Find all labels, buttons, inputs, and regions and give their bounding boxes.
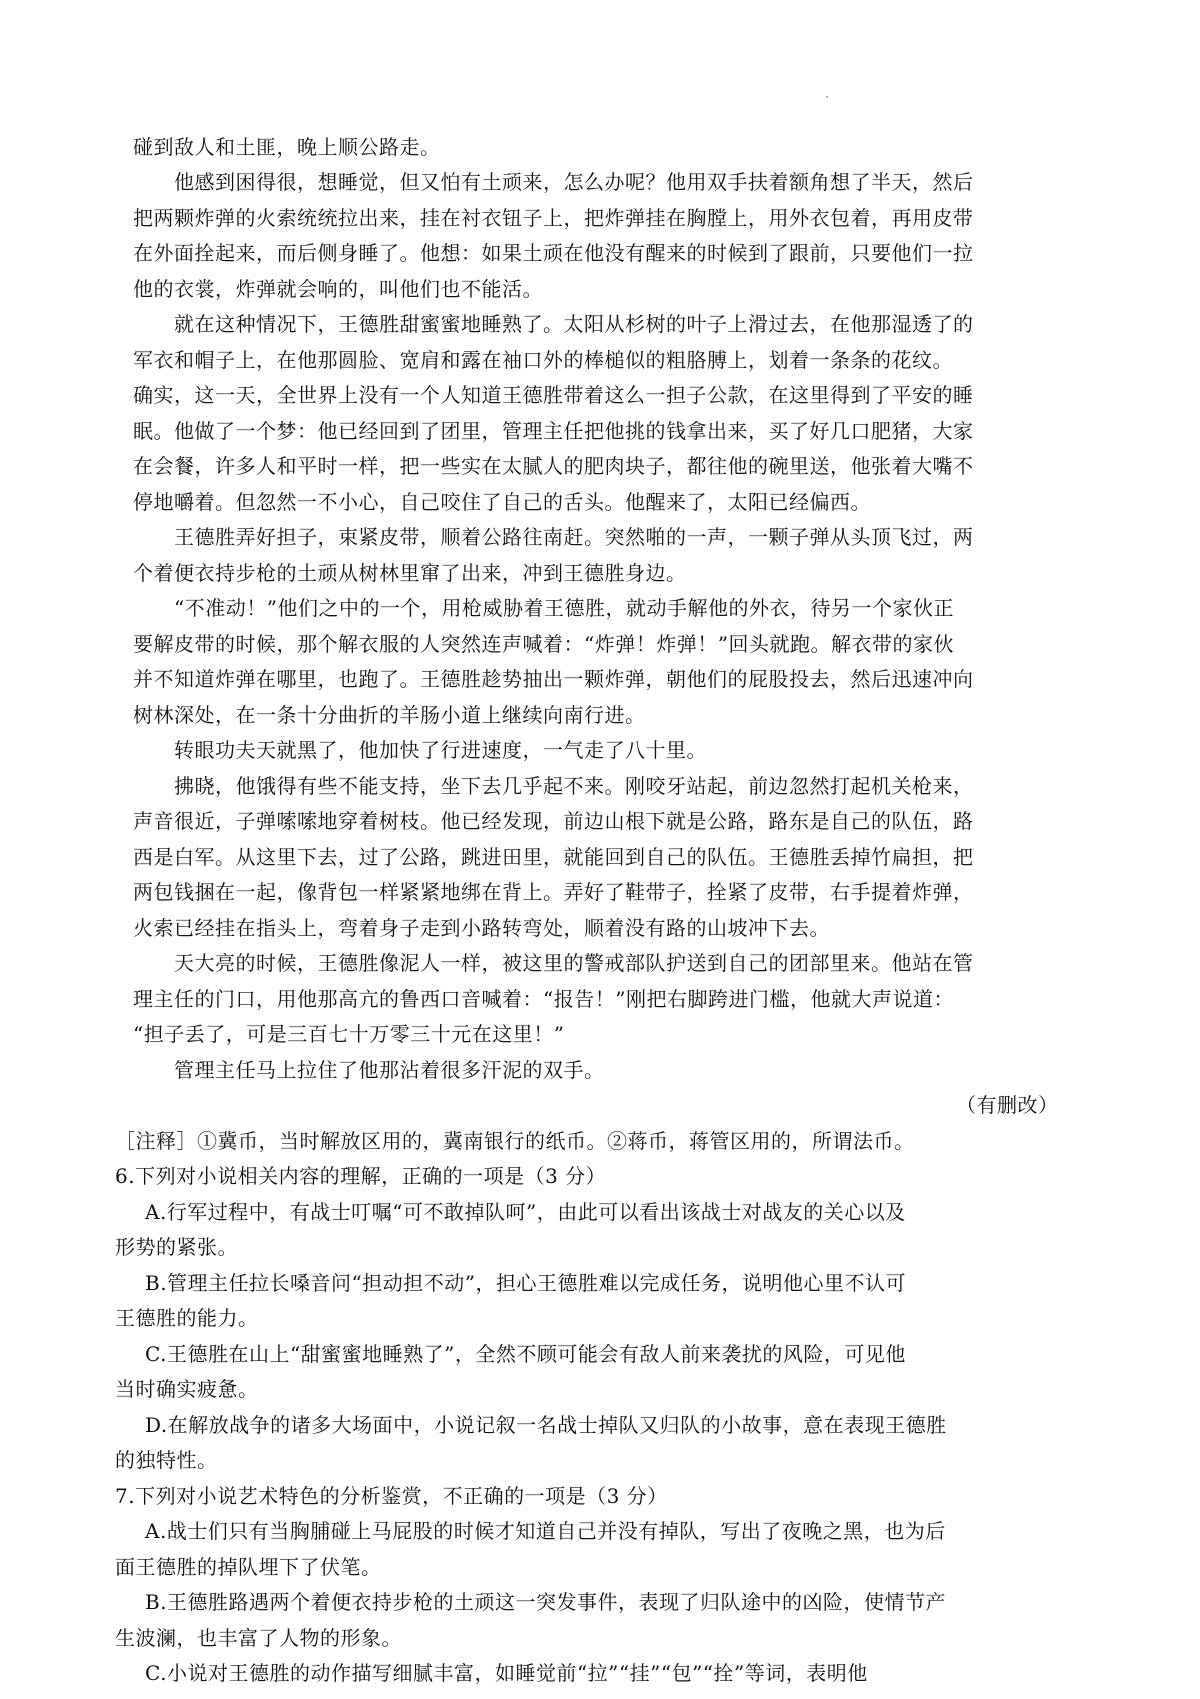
- annotation-note: ［注释］①冀币，当时解放区用的，冀南银行的纸币。②蒋币，蒋管区用的，所谓法币。: [115, 1129, 915, 1153]
- question-7-option-a: A.战士们只有当胸脯碰上马屁股的时候才知道自己并没有掉队，写出了夜晚之黑，也为后: [145, 1519, 946, 1543]
- question-7-option-a: 面王德胜的掉队埋下了伏笔。: [115, 1555, 382, 1579]
- text-line: 眠。他做了一个梦：他已经回到了团里，管理主任把他挑的钱拿出来，买了好几口肥猪，大家: [133, 419, 974, 443]
- text-line: 并不知道炸弹在哪里，也跑了。王德胜趁势抽出一颗炸弹，朝他们的屁股投去，然后迅速冲向: [133, 667, 974, 691]
- text-line: 把两颗炸弹的火索统统拉出来，挂在衬衣钮子上，把炸弹挂在胸膛上，用外衣包着，再用皮带: [133, 206, 974, 230]
- text-line: 声音很近，子弹嗦嗦地穿着树枝。他已经发现，前边山根下就是公路，路东是自己的队伍，路: [133, 809, 974, 833]
- text-line: 他感到困得很，想睡觉，但又怕有土顽来，怎么办呢？他用双手扶着额角想了半天，然后: [174, 170, 974, 194]
- text-line: 拂晓，他饿得有些不能支持，坐下去几乎起不来。刚咬牙站起，前边忽然打起机关枪来，: [174, 774, 974, 798]
- question-6-option-b: 王德胜的能力。: [115, 1306, 259, 1330]
- text-line: 军衣和帽子上，在他那圆脸、宽肩和露在袖口外的棒槌似的粗胳膊上，划着一条条的花纹。: [133, 348, 953, 372]
- text-line: 火索已经挂在指头上，弯着身子走到小路转弯处，顺着没有路的山坡冲下去。: [133, 916, 830, 940]
- text-line: 理主任的门口，用他那高亢的鲁西口音喊着：“报告！”刚把右脚跨进门槛，他就大声说道：: [133, 987, 954, 1011]
- question-6-option-d: D.在解放战争的诸多大场面中，小说记叙一名战士掉队又归队的小故事，意在表现王德胜: [145, 1413, 947, 1437]
- text-line: 两包钱捆在一起，像背包一样紧紧地绑在背上。弄好了鞋带子，拴紧了皮带，右手提着炸弹，: [133, 880, 974, 904]
- text-line: 天大亮的时候，王德胜像泥人一样，被这里的警戒部队护送到自己的团部里来。他站在管: [174, 951, 974, 975]
- source-note: （有删改）: [956, 1093, 1059, 1117]
- question-6-option-c: 当时确实疲惫。: [115, 1377, 259, 1401]
- text-line: 要解皮带的时候，那个解衣服的人突然连声喊着：“炸弹！炸弹！”回头就跑。解衣带的家伙: [133, 632, 954, 656]
- text-line: 个着便衣持步枪的土顽从树林里窜了出来，冲到王德胜身边。: [133, 561, 687, 585]
- text-line: 就在这种情况下，王德胜甜蜜蜜地睡熟了。太阳从杉树的叶子上滑过去，在他那湿透了的: [174, 312, 974, 336]
- question-6-option-a: 形势的紧张。: [115, 1235, 238, 1259]
- question-6-option-a: A.行军过程中，有战士叮嘱“可不敢掉队呵”，由此可以看出该战士对战友的关心以及: [145, 1200, 906, 1224]
- text-line: 王德胜弄好担子，束紧皮带，顺着公路往南赶。突然啪的一声，一颗子弹从头顶飞过，两: [174, 525, 974, 549]
- question-7-stem: 7.下列对小说艺术特色的分析鉴赏，不正确的一项是（3 分）: [115, 1484, 668, 1508]
- text-line: 确实，这一天，全世界上没有一个人知道王德胜带着这么一担子公款，在这里得到了平安的睡: [133, 383, 974, 407]
- text-line: 西是白军。从这里下去，过了公路，跳进田里，就能回到自己的队伍。王德胜丢掉竹扁担，把: [133, 845, 974, 869]
- text-line: 树林深处，在一条十分曲折的羊肠小道上继续向南行进。: [133, 703, 646, 727]
- question-7-option-b: 生波澜，也丰富了人物的形象。: [115, 1626, 402, 1650]
- question-6-option-d: 的独特性。: [115, 1448, 218, 1472]
- question-7-option-b: B.王德胜路遇两个着便衣持步枪的土顽这一突发事件，表现了归队途中的凶险，使情节产: [145, 1590, 947, 1614]
- text-line: “担子丢了，可是三百七十万零三十元在这里！”: [133, 1022, 565, 1046]
- text-line: 他的衣裳，炸弹就会响的，叫他们也不能活。: [133, 277, 543, 301]
- question-6-option-b: B.管理主任拉长嗓音问“担动担不动”，担心王德胜难以完成任务，说明他心里不认可: [145, 1271, 907, 1295]
- text-line: 转眼功夫天就黑了，他加快了行进速度，一气走了八十里。: [174, 738, 707, 762]
- question-6-option-c: C.王德胜在山上“甜蜜蜜地睡熟了”，全然不顾可能会有敌人前来袭扰的风险，可见他: [145, 1342, 906, 1366]
- text-line: 在外面拴起来，而后侧身睡了。他想：如果土顽在他没有醒来的时候到了跟前，只要他们一拉: [133, 241, 974, 265]
- text-line: 管理主任马上拉住了他那沾着很多汗泥的双手。: [174, 1058, 605, 1082]
- text-line: 在会餐，许多人和平时一样，把一些实在太腻人的肥肉块子，都往他的碗里送，他张着大嘴不: [133, 454, 974, 478]
- text-line: 停地嚼着。但忽然一不小心，自己咬住了自己的舌头。他醒来了，太阳已经偏西。: [133, 490, 871, 514]
- question-6-stem: 6.下列对小说相关内容的理解，正确的一项是（3 分）: [115, 1164, 607, 1188]
- text-line: 碰到敌人和土匪，晚上顺公路走。: [133, 135, 441, 159]
- question-7-option-c: C.小说对王德胜的动作描写细腻丰富，如睡觉前“拉”“挂”“包”“拴”等词，表明他: [145, 1661, 868, 1685]
- text-line: “不准动！”他们之中的一个，用枪威胁着王德胜，就动手解他的外衣，待另一个家伙正: [174, 596, 954, 620]
